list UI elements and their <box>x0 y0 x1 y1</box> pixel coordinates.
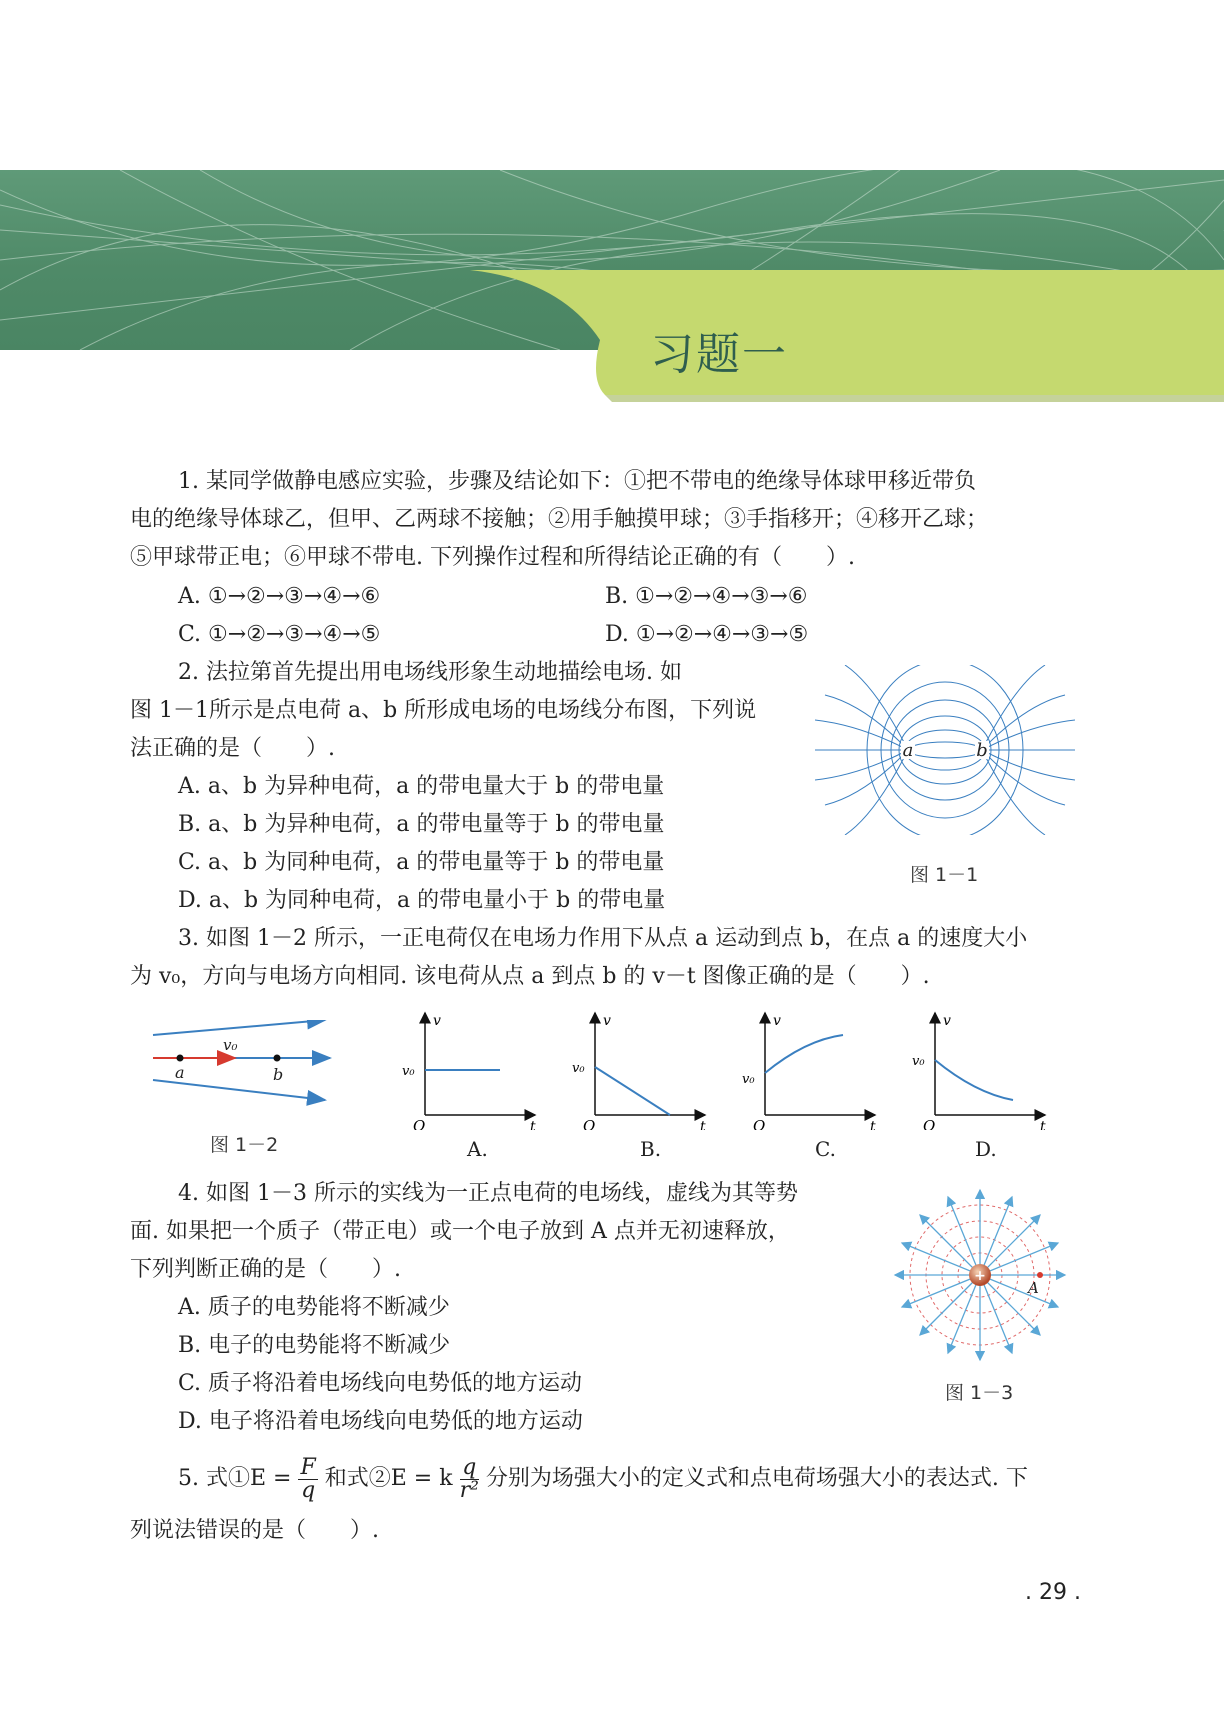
title-tab <box>0 170 1224 430</box>
figure-1-3-caption: 图 1－3 <box>945 1382 1014 1404</box>
q4-stem-line: 面. 如果把一个质子（带正电）或一个电子放到 A 点并无初速释放， <box>130 1219 790 1244</box>
section-title: 习题一 <box>650 329 788 380</box>
v-axis-label: v <box>773 1013 781 1029</box>
point-b-label: b <box>273 1065 284 1084</box>
q4-option-d: D. 电子将沿着电场线向电势低的地方运动 <box>178 1409 583 1434</box>
v-axis-label: v <box>603 1013 611 1029</box>
t-axis-label: t <box>870 1119 876 1130</box>
fraction-F-over-q <box>298 1454 317 1503</box>
graph-b <box>565 1005 715 1130</box>
charge-a-label: a <box>902 740 914 761</box>
v0-tick: v₀ <box>572 1061 585 1076</box>
plus-icon: + <box>974 1268 986 1284</box>
v-axis-label: v <box>433 1013 441 1029</box>
q2-option-a: A. a、b 为异种电荷，a 的带电量大于 b 的带电量 <box>178 774 665 799</box>
question-2 <box>130 654 810 768</box>
graph-c <box>735 1005 885 1130</box>
q5-middle: 和式②E = k <box>324 1466 453 1491</box>
q2-option-c: C. a、b 为同种电荷，a 的带电量等于 b 的带电量 <box>178 850 665 875</box>
frac-numerator: F <box>300 1454 316 1480</box>
t-axis-label: t <box>1040 1119 1046 1130</box>
q1-option-a: A. ①→②→③→④→⑥ <box>178 584 381 609</box>
question-5-line-2: 列说法错误的是（ ）. <box>130 1518 379 1543</box>
frac-numerator: q <box>460 1457 479 1480</box>
q1-option-b: B. ①→②→④→③→⑥ <box>605 584 808 609</box>
v0-tick: v₀ <box>402 1064 415 1079</box>
t-axis-label: t <box>700 1119 706 1130</box>
figure-1-2-field <box>145 1020 345 1125</box>
q4-stem-line: 4. 如图 1－3 所示的实线为一正点电荷的电场线，虚线为其等势 <box>178 1181 798 1206</box>
figure-1-1-field-lines <box>815 665 1075 835</box>
q3-stem-line: 为 v₀，方向与电场方向相同. 该电荷从点 a 到点 b 的 v－t 图像正确的是（ ）. <box>130 964 930 989</box>
q2-option-b: B. a、b 为异种电荷，a 的带电量等于 b 的带电量 <box>178 812 665 837</box>
frac-denominator: r² <box>459 1477 479 1503</box>
q4-option-a: A. 质子的电势能将不断减少 <box>178 1295 450 1320</box>
point-A-label: A <box>1028 1279 1039 1297</box>
v-axis-label: v <box>943 1013 951 1029</box>
question-4 <box>130 1175 870 1289</box>
q2-stem-line: 图 1－1所示是点电荷 a、b 所形成电场的电场线分布图，下列说 <box>130 698 757 723</box>
q1-option-c: C. ①→②→③→④→⑤ <box>178 622 381 647</box>
q1-option-d: D. ①→②→④→③→⑤ <box>605 622 809 647</box>
fraction-q-over-r2 <box>459 1454 479 1503</box>
t-axis-label: t <box>530 1119 536 1130</box>
graph-c-label: C. <box>815 1137 836 1161</box>
q5-prefix: 5. 式①E = <box>178 1466 292 1491</box>
origin-label: O <box>413 1117 426 1130</box>
question-3 <box>130 920 1070 996</box>
graph-d <box>905 1005 1055 1130</box>
q4-option-c: C. 质子将沿着电场线向电势低的地方运动 <box>178 1371 583 1396</box>
q4-stem-line: 下列判断正确的是（ ）. <box>130 1257 401 1282</box>
v0-label: v₀ <box>223 1036 238 1054</box>
question-5-line-1 <box>178 1455 1028 1503</box>
q2-stem-line: 法正确的是（ ）. <box>130 736 335 761</box>
q1-stem-line: 1. 某同学做静电感应实验，步骤及结论如下：①把不带电的绝缘导体球甲移近带负 <box>178 469 976 494</box>
graph-a <box>395 1005 545 1130</box>
figure-1-3-point-charge <box>890 1185 1070 1365</box>
q2-option-d: D. a、b 为同种电荷，a 的带电量小于 b 的带电量 <box>178 888 666 913</box>
question-1 <box>130 463 1070 577</box>
origin-label: O <box>583 1117 596 1130</box>
charge-b-label: b <box>976 740 988 761</box>
v0-tick: v₀ <box>742 1072 755 1087</box>
q1-stem-line: ⑤甲球带正电；⑥甲球不带电. 下列操作过程和所得结论正确的有（ ）. <box>130 545 855 570</box>
q4-option-b: B. 电子的电势能将不断减少 <box>178 1333 451 1358</box>
page-number: . 29 . <box>1025 1580 1081 1605</box>
graph-d-label: D. <box>975 1137 997 1161</box>
v0-tick: v₀ <box>912 1054 925 1069</box>
figure-1-2-caption: 图 1－2 <box>210 1134 279 1156</box>
origin-label: O <box>923 1117 936 1130</box>
figure-1-1-caption: 图 1－1 <box>910 864 979 886</box>
q1-stem-line: 电的绝缘导体球乙，但甲、乙两球不接触；②用手触摸甲球；③手指移开；④移开乙球； <box>130 507 989 532</box>
q5-suffix: 分别为场强大小的定义式和点电荷场强大小的表达式. 下 <box>485 1466 1028 1491</box>
q2-stem-line: 2. 法拉第首先提出用电场线形象生动地描绘电场. 如 <box>178 660 682 685</box>
frac-denominator: q <box>301 1477 316 1503</box>
graph-a-label: A. <box>467 1137 488 1161</box>
point-a-label: a <box>175 1063 185 1082</box>
q3-stem-line: 3. 如图 1－2 所示，一正电荷仅在电场力作用下从点 a 运动到点 b，在点 a 的速度大小 <box>178 926 1028 951</box>
graph-b-label: B. <box>640 1137 662 1161</box>
origin-label: O <box>753 1117 766 1130</box>
